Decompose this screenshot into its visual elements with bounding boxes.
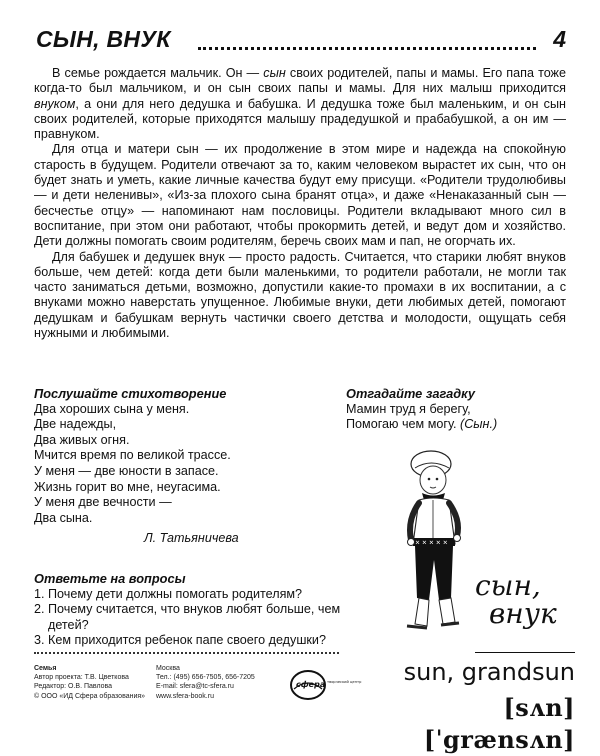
poem-line: Жизнь горит во мне, неугасима. xyxy=(34,479,221,494)
page-number: 4 xyxy=(553,26,566,52)
emphasized-term: внуком xyxy=(34,96,76,111)
boy-illustration xyxy=(395,448,475,638)
question-item xyxy=(34,587,364,603)
question-item xyxy=(34,633,364,649)
publisher-logo-subtext: творческий центр xyxy=(327,680,362,684)
publisher-logo-text: сфера xyxy=(296,680,326,689)
word-english: sun, grandsun xyxy=(403,658,575,686)
publisher-logo xyxy=(288,667,362,703)
questions-section xyxy=(34,571,364,649)
word-russian xyxy=(475,569,585,630)
word-russian-line1: сын, xyxy=(475,569,541,602)
riddle-section xyxy=(346,386,576,433)
poem-heading: Послушайте стихотворение xyxy=(34,386,227,401)
paragraph-text: Для отца и матери сын — их продолжение в этом мире и надежда на спокойную старость в будущем. Родители отвечают за то, каким человеком вырастет их сын, что он будет знать и уметь, какие личные качества будут ему присущи. «Родители трудолюбивы — и дети неленивы», «Из-за плохого сына бранят отца», и даже «Ненаказанный сын — бесчестье отцу» — напоминают нам пословицы. Родители вкладывают много сил в воспитание, при этом они работают, чтобы прокормить детей, и ведут дом и хозяйство. Дети должны помогать своим родителям, беречь своих мам и пап, не огорчать их. xyxy=(34,142,566,249)
poem-lines xyxy=(34,402,334,527)
question-text: Почему считается, что внуков любят больше, чем детей? xyxy=(48,602,341,632)
footer-line: Тел.: (495) 656-7505, 656-7205 xyxy=(156,674,255,682)
intro-paragraph xyxy=(34,66,566,142)
poem-line: Два живых огня. xyxy=(34,432,130,447)
page-title: СЫН, ВНУК xyxy=(36,26,171,52)
footer-line: www.sfera-book.ru xyxy=(156,692,214,700)
word-russian-line2: внук xyxy=(489,597,557,630)
footer-divider xyxy=(34,652,339,654)
riddle-line-text: Помогаю чем могу. xyxy=(346,417,457,432)
footer-line: Семья xyxy=(34,665,57,672)
riddle-heading: Отгадайте загадку xyxy=(346,386,475,401)
paragraph-text: своих родителей, папы и мамы. Его папа тоже когда-то был мальчиком, и он сын своих папы и мамы. Для них малыш приходится xyxy=(34,66,566,96)
poem-section xyxy=(34,386,334,547)
riddle-answer: (Сын.) xyxy=(460,417,498,432)
poem-line: Два хороших сына у меня. xyxy=(34,401,190,416)
svg-text:✕ ✕ ✕ ✕ ✕: ✕ ✕ ✕ ✕ ✕ xyxy=(415,539,448,547)
title-leader-dots xyxy=(198,47,536,50)
word-russian-underline xyxy=(475,652,575,653)
footer-line: © ООО «ИД Сфера образования» xyxy=(34,692,146,700)
page-header xyxy=(36,26,566,56)
footer-publisher-info xyxy=(34,664,152,701)
question-number: 1. xyxy=(34,586,45,601)
footer-line: Москва xyxy=(156,665,180,672)
question-text: Кем приходится ребенок папе своего дедушки? xyxy=(48,633,326,648)
paragraph-text: , а они для него дедушка и бабушка. И дедушка тоже был маленьким, и он сын своих родителей, которые приходятся малышу прадедушкой и прабабушкой, а он им — правнуком. xyxy=(34,96,566,142)
poem-line: У меня — две юности в запасе. xyxy=(34,463,219,478)
footer-line: Редактор: О.В. Павлова xyxy=(34,683,113,691)
poem-line: У меня две вечности — xyxy=(34,495,172,510)
question-number: 3. xyxy=(34,633,45,648)
footer-contact-info xyxy=(156,664,286,701)
question-item xyxy=(34,602,364,633)
footer-line: E-mail: sfera@tc-sfera.ru xyxy=(156,683,234,691)
question-number: 2. xyxy=(34,602,45,617)
paragraph-text: В семье рождается мальчик. Он — xyxy=(52,66,264,80)
question-text: Почему дети должны помогать родителям? xyxy=(48,586,303,601)
footer-line: Автор проекта: Т.В. Цветкова xyxy=(34,674,129,682)
emphasized-term: сын xyxy=(263,66,286,80)
word-transcription: [sʌn] [ˈgrænsʌn] xyxy=(423,693,575,754)
poem-line: Две надежды, xyxy=(34,417,117,432)
intro-text xyxy=(34,66,566,341)
questions-heading: Ответьте на вопросы xyxy=(34,571,186,586)
poem-author: Л. Татьяничева xyxy=(144,531,239,546)
paragraph-text: Для бабушек и дедушек внук — просто радость. Считается, что старики любят внуков больше, чем детей: когда дети были маленькими, то родители работали, не могли так часто заниматься детьми, возможно, допустили какие-то промахи в их воспитании, а с внуками можно наверстать упущенное. Любимые внуки, дети любимых детей, помогают дедушкам и бабушкам вернуть частички своего детства и молодости, ощущать себя нужными и любимыми. xyxy=(34,249,566,341)
poem-line: Два сына. xyxy=(34,510,93,525)
intro-paragraph xyxy=(34,250,566,342)
riddle-line: Мамин труд я берегу, xyxy=(346,401,471,416)
riddle-line xyxy=(346,417,576,433)
poem-line: Мчится время по великой трассе. xyxy=(34,448,231,463)
question-list xyxy=(34,587,364,649)
intro-paragraph xyxy=(34,142,566,249)
